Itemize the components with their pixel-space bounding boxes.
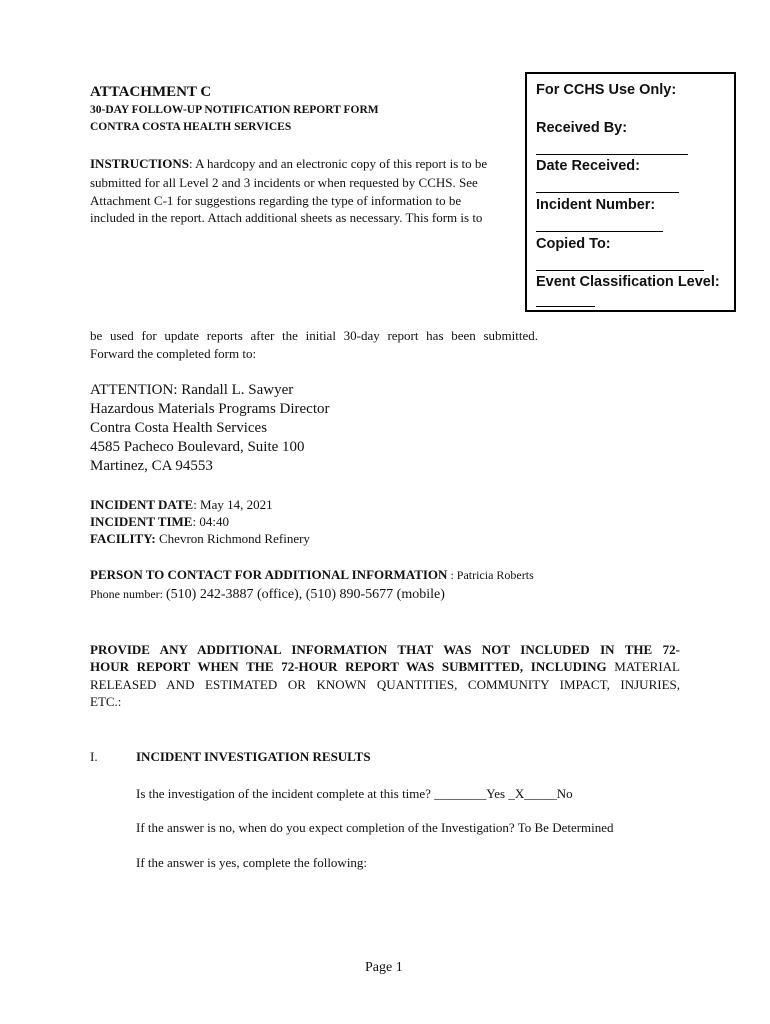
instructions-line-5: be used for update reports after the initial 30-day report has been submitted. — [90, 328, 538, 343]
incident-time-label: INCIDENT TIME — [90, 514, 193, 529]
incident-time — [90, 514, 229, 530]
section-number: I. — [90, 749, 98, 764]
provide-line-2 — [90, 659, 680, 675]
incident-date — [90, 497, 273, 513]
address-org: Contra Costa Health Services — [90, 420, 268, 436]
address-city: Martinez, CA 94553 — [90, 458, 213, 474]
address-title: Hazardous Materials Programs Director — [90, 401, 330, 417]
phone-value: (510) 242-3887 (office), (510) 890-5677 (mobile) — [166, 587, 445, 602]
instructions-line-3: Attachment C-1 for suggestions regarding the type of information to be — [90, 193, 462, 208]
received-by-line[interactable] — [536, 154, 688, 155]
address-street: 4585 Pacheco Boulevard, Suite 100 — [90, 439, 305, 455]
incident-number-line[interactable] — [536, 231, 663, 232]
section-title: INCIDENT INVESTIGATION RESULTS — [136, 749, 371, 764]
contact-label: PERSON TO CONTACT FOR ADDITIONAL INFORMATION — [90, 567, 448, 582]
page-number: Page 1 — [365, 960, 403, 975]
provide-line-4: ETC.: — [90, 694, 122, 709]
incident-date-value: : May 14, 2021 — [193, 497, 273, 512]
cchs-use-only-box — [525, 72, 736, 312]
event-classification-line[interactable] — [536, 306, 595, 307]
provide-line-2-bold: HOUR REPORT WHEN THE 72-HOUR REPORT WAS SUBMITTED, INCLUDING — [90, 659, 607, 674]
contact-name: : Patricia Roberts — [447, 568, 534, 582]
instructions-line-2: submitted for all Level 2 and 3 incidents or when requested by CCHS. See — [90, 175, 478, 190]
form-title: 30-DAY FOLLOW-UP NOTIFICATION REPORT FORM — [90, 104, 379, 116]
question-if-yes: If the answer is yes, complete the following: — [136, 855, 368, 870]
incident-date-label: INCIDENT DATE — [90, 497, 194, 512]
contact-phone — [90, 586, 445, 603]
incident-time-value: : 04:40 — [192, 514, 229, 529]
date-received-label: Date Received: — [536, 158, 640, 174]
provide-line-1: PROVIDE ANY ADDITIONAL INFORMATION THAT WAS NOT INCLUDED IN THE 72- — [90, 642, 680, 657]
instructions-label: INSTRUCTIONS — [90, 156, 189, 171]
organization-title: CONTRA COSTA HEALTH SERVICES — [90, 121, 292, 133]
instructions-line-6: Forward the completed form to: — [90, 346, 257, 361]
copied-to-line[interactable] — [536, 270, 704, 271]
incident-number-label: Incident Number: — [536, 197, 656, 213]
question-completion-date: If the answer is no, when do you expect completion of the Investigation? To Be Determined — [136, 820, 614, 835]
facility-value: Chevron Richmond Refinery — [155, 531, 310, 546]
cchs-box-title: For CCHS Use Only: — [536, 82, 677, 98]
provide-line-3: RELEASED AND ESTIMATED OR KNOWN QUANTITIES, COMMUNITY IMPACT, INJURIES, — [90, 677, 680, 692]
phone-label: Phone number: — [90, 587, 166, 601]
provide-line-2-rest: MATERIAL — [606, 659, 681, 674]
instructions-line-1: INSTRUCTIONS: A hardcopy and an electronic copy of this report is to be — [90, 156, 488, 171]
event-classification-label: Event Classification Level: — [536, 274, 720, 290]
facility — [90, 531, 310, 547]
contact-person — [90, 567, 534, 583]
facility-label: FACILITY: — [90, 531, 156, 546]
question-investigation-complete: Is the investigation of the incident complete at this time? ________Yes _X_____No — [136, 786, 573, 801]
received-by-label: Received By: — [536, 120, 628, 136]
address-attention: ATTENTION: Randall L. Sawyer — [90, 382, 294, 398]
instructions-line-4: included in the report. Attach additional sheets as necessary. This form is to — [90, 210, 483, 225]
date-received-line[interactable] — [536, 192, 679, 193]
copied-to-label: Copied To: — [536, 236, 611, 252]
attachment-title: ATTACHMENT C — [90, 84, 212, 100]
